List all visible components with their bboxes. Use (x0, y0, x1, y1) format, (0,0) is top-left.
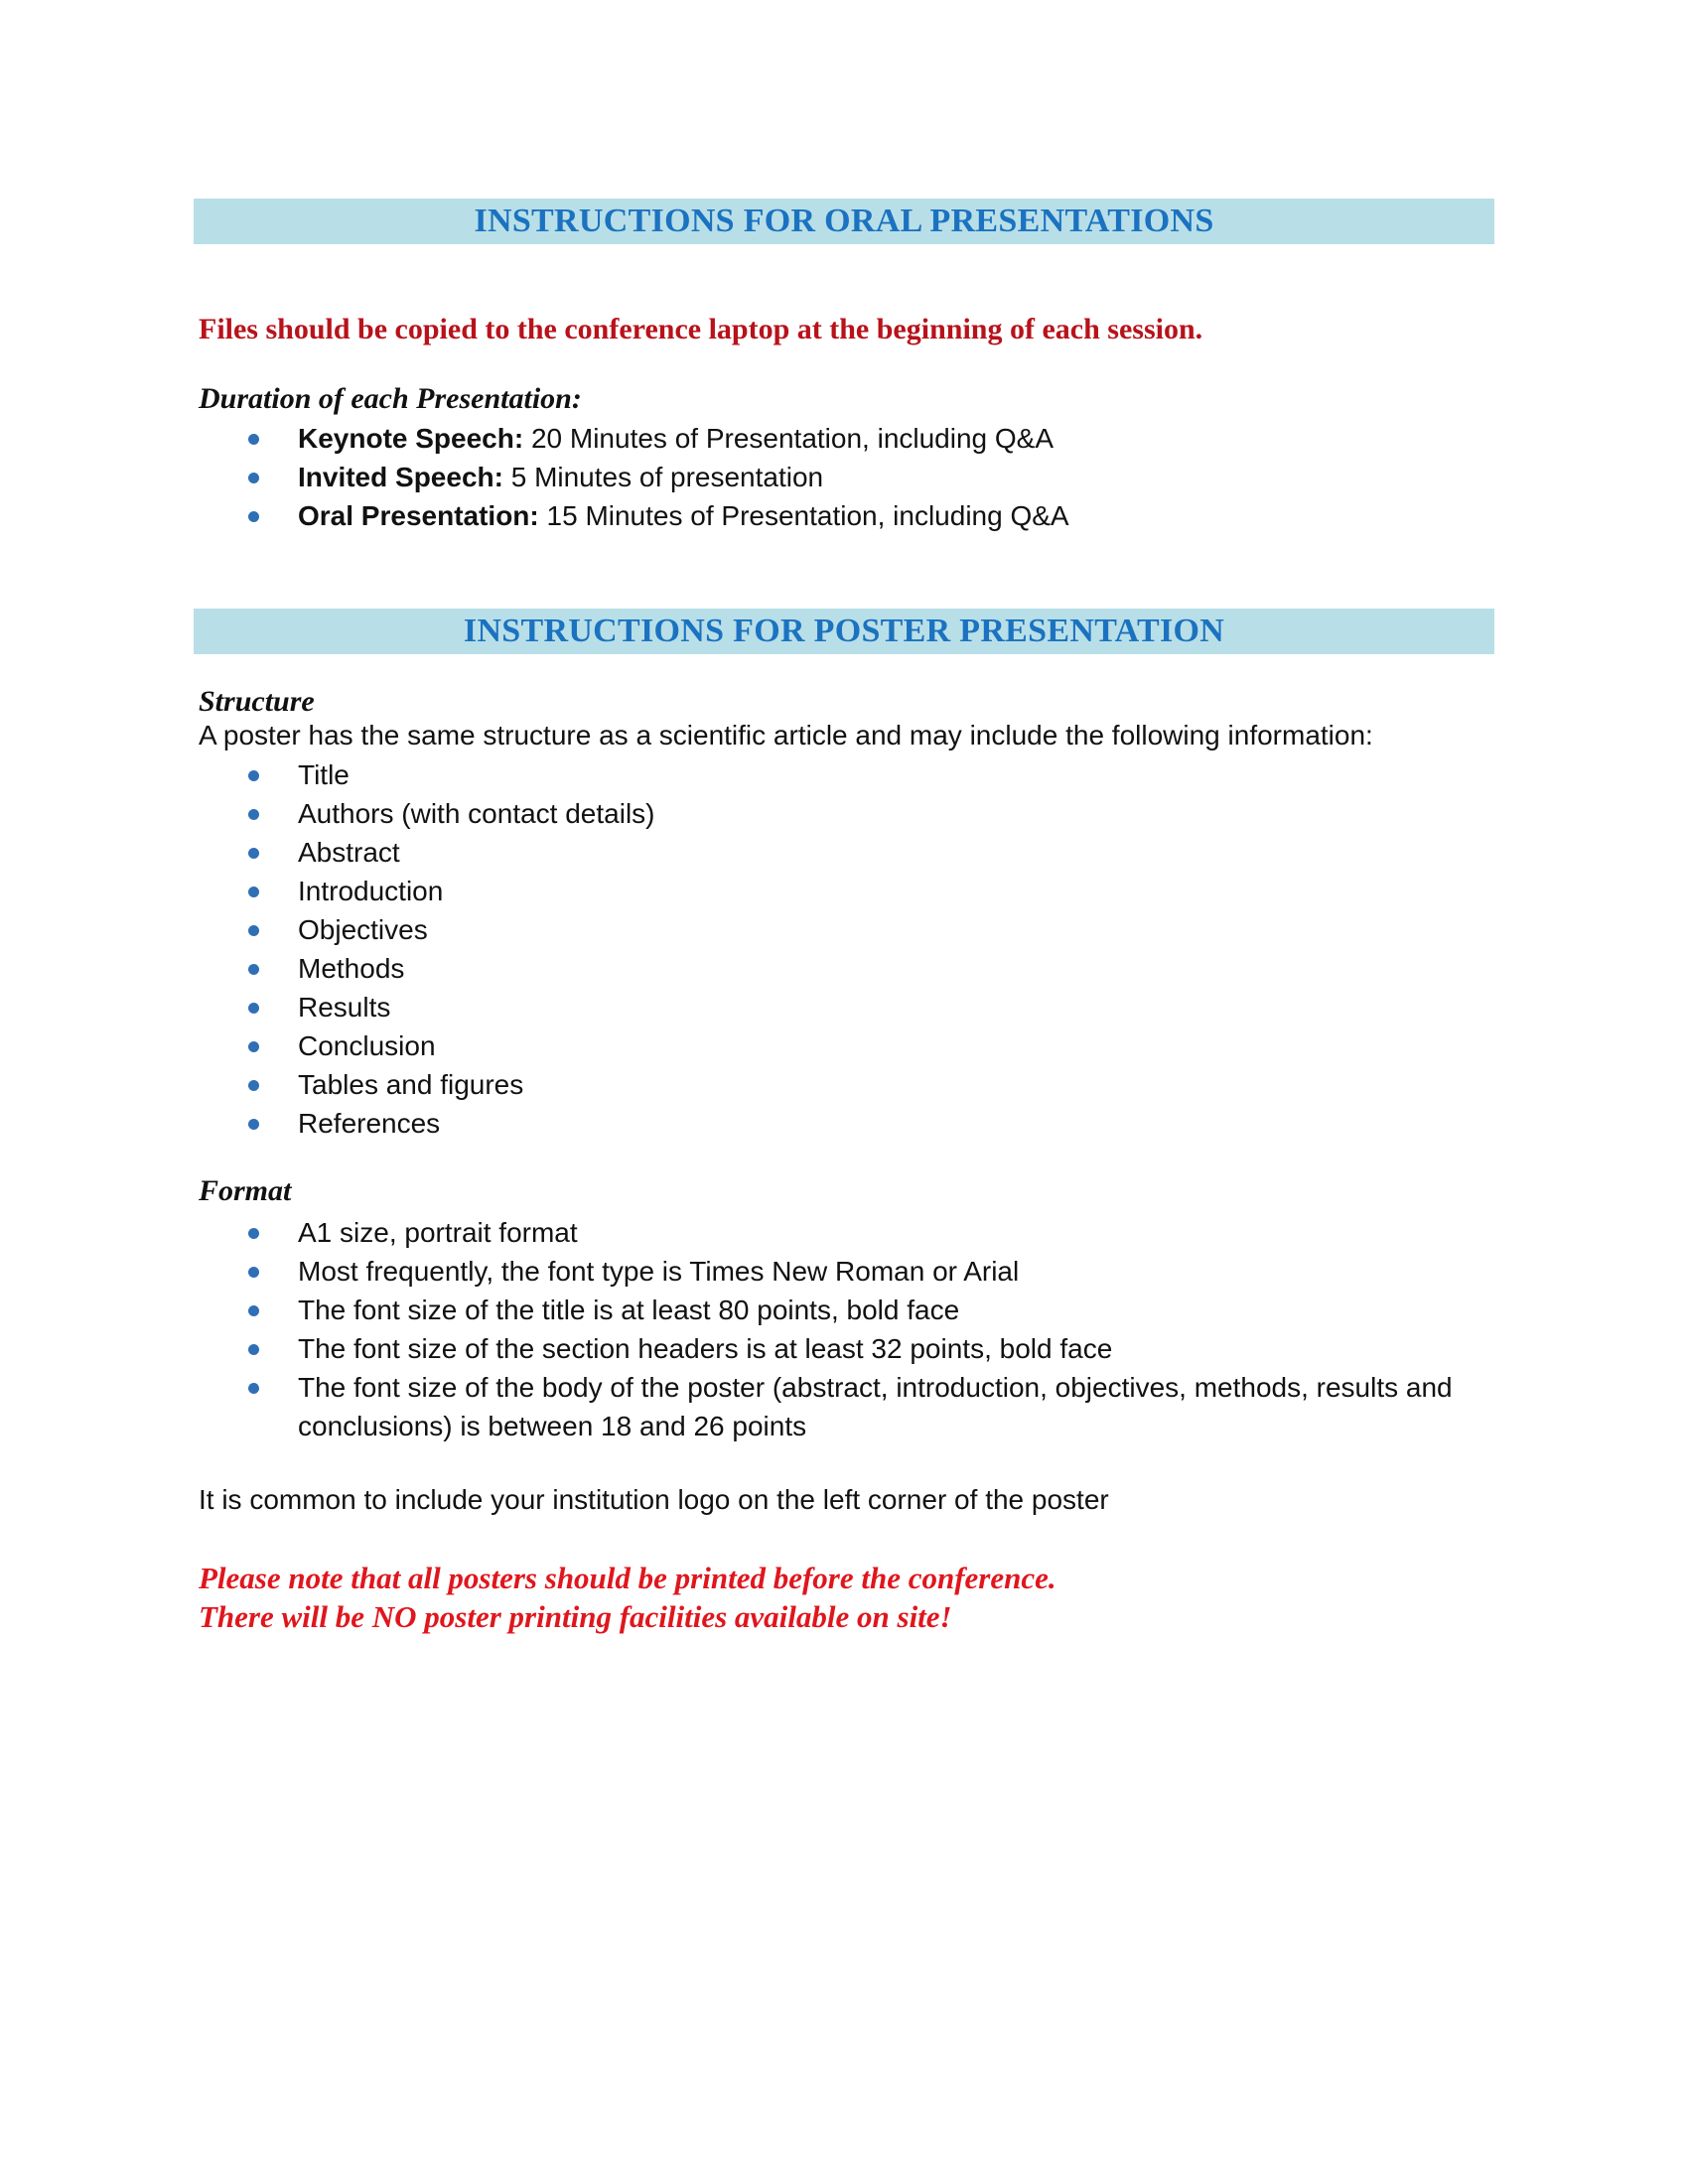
format-item: Most frequently, the font type is Times New Roman or Arial (298, 1256, 1020, 1287)
format-item: The font size of the section headers is at least 32 points, bold face (298, 1333, 1113, 1364)
duration-text: 15 Minutes of Presentation, including Q&A (538, 500, 1069, 531)
list-item (0, 794, 655, 833)
bullet-icon (248, 1041, 259, 1052)
structure-item: Authors (with contact details) (298, 798, 655, 829)
list-item (0, 1368, 1489, 1445)
files-copy-notice: Files should be copied to the conference laptop at the beginning of each session. (199, 313, 1203, 345)
structure-item: Results (298, 992, 391, 1023)
bullet-icon (248, 770, 259, 781)
list-item-oral (0, 496, 1069, 535)
bullet-icon (248, 1119, 259, 1130)
duration-label: Keynote Speech: (298, 423, 524, 454)
bullet-icon (248, 1003, 259, 1014)
list-item (0, 1291, 1489, 1329)
printing-warning (199, 1559, 1056, 1636)
logo-note: It is common to include your institution logo on the left corner of the poster (199, 1484, 1109, 1515)
duration-label: Invited Speech: (298, 462, 503, 492)
structure-item: Introduction (298, 876, 444, 906)
poster-presentation-banner: INSTRUCTIONS FOR POSTER PRESENTATION (194, 609, 1494, 654)
bullet-icon (248, 1383, 259, 1394)
format-item: The font size of the title is at least 80 points, bold face (298, 1295, 960, 1325)
oral-presentations-banner: INSTRUCTIONS FOR ORAL PRESENTATIONS (194, 199, 1494, 244)
structure-intro: A poster has the same structure as a scientific article and may include the following information: (199, 720, 1373, 751)
list-item-keynote (0, 419, 1069, 458)
list-item (0, 1329, 1489, 1368)
structure-item: References (298, 1108, 441, 1139)
bullet-icon (248, 887, 259, 897)
bullet-icon (248, 964, 259, 975)
structure-item: Abstract (298, 837, 400, 868)
list-item (0, 755, 655, 794)
bullet-icon (248, 473, 259, 483)
structure-item: Conclusion (298, 1030, 436, 1061)
warning-line-1: Please note that all posters should be printed before the conference. (199, 1561, 1056, 1595)
list-item (0, 1252, 1489, 1291)
bullet-icon (248, 925, 259, 936)
bullet-icon (248, 1267, 259, 1278)
format-item: The font size of the body of the poster (abstract, introduction, objectives, methods, results and conclusions) is between 18 and 26 points (298, 1372, 1453, 1441)
list-item (0, 833, 655, 872)
list-item (0, 910, 655, 949)
list-item (0, 949, 655, 988)
warning-line-2: There will be NO poster printing facilities available on site! (199, 1599, 952, 1634)
structure-list (0, 755, 655, 1143)
list-item (0, 872, 655, 910)
list-item (0, 1213, 1489, 1252)
list-item (0, 1065, 655, 1104)
duration-label: Oral Presentation: (298, 500, 539, 531)
duration-heading: Duration of each Presentation: (199, 382, 582, 415)
structure-item: Methods (298, 953, 405, 984)
duration-text: 5 Minutes of presentation (502, 462, 824, 492)
duration-text: 20 Minutes of Presentation, including Q&A (523, 423, 1055, 454)
bullet-icon (248, 848, 259, 859)
list-item (0, 1026, 655, 1065)
format-list (0, 1213, 1489, 1445)
list-item (0, 1104, 655, 1143)
bullet-icon (248, 434, 259, 445)
structure-item: Title (298, 759, 350, 790)
bullet-icon (248, 809, 259, 820)
format-heading: Format (199, 1174, 292, 1207)
structure-item: Tables and figures (298, 1069, 524, 1100)
structure-item: Objectives (298, 914, 428, 945)
structure-heading: Structure (199, 685, 315, 718)
bullet-icon (248, 1228, 259, 1239)
list-item-invited (0, 458, 1069, 496)
list-item (0, 988, 655, 1026)
bullet-icon (248, 1344, 259, 1355)
bullet-icon (248, 511, 259, 522)
format-item: A1 size, portrait format (298, 1217, 578, 1248)
duration-list (0, 419, 1069, 535)
bullet-icon (248, 1080, 259, 1091)
bullet-icon (248, 1305, 259, 1316)
